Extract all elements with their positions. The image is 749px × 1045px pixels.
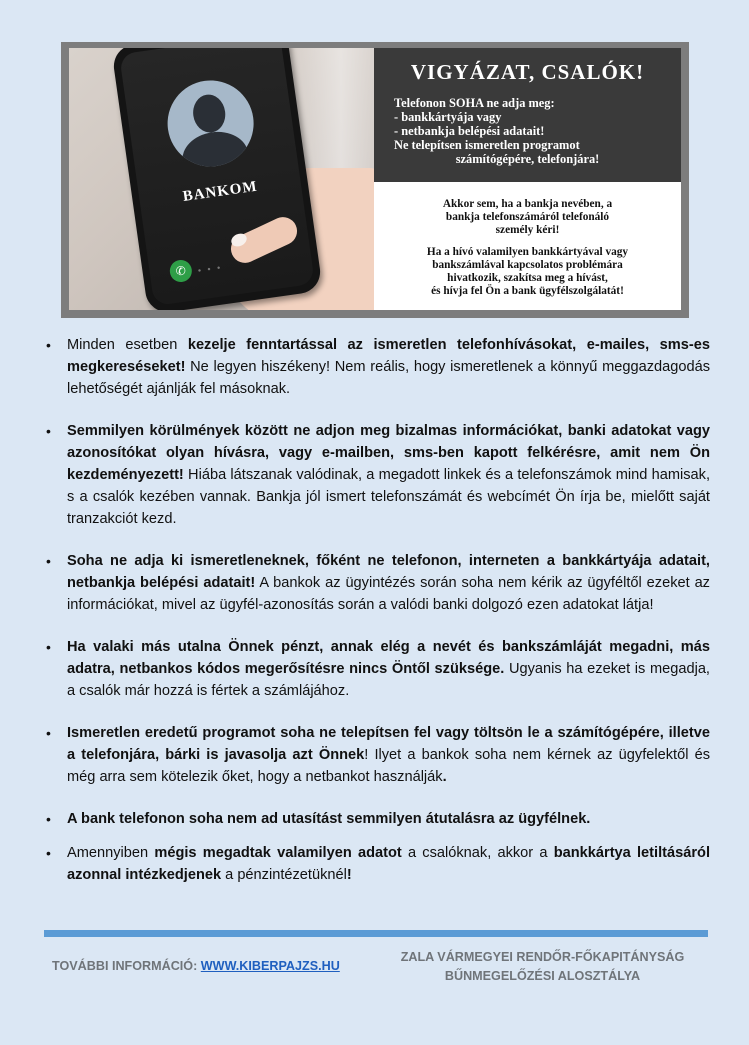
- caller-name: BANKOM: [181, 178, 259, 205]
- list-item: [46, 722, 710, 788]
- bold-run: bankkártya letiltásáról azonnal intézkedjenek: [67, 845, 711, 883]
- bold-run: Soha ne adja ki ismeretleneknek, főként ne telefonon, interneten a bankkártyája adatait, netbankja belépési adatait!: [67, 553, 710, 591]
- list-item: [46, 550, 710, 616]
- bullet-icon: •: [46, 811, 51, 827]
- bullet-icon: •: [46, 553, 51, 569]
- caller-avatar-icon: [162, 75, 259, 172]
- text-run: Minden esetben: [67, 337, 188, 353]
- text-run: a pénzintézetüknél: [221, 867, 347, 883]
- list-item: [46, 808, 710, 830]
- bold-run: Semmilyen körülmények között ne adjon meg bizalmas információkat, banki adatokat vagy azonosítókat olyan hívásra, vagy e-mailben, sms-ben kapott felkérésre, amit nem Ön kezdeményezett!: [67, 423, 710, 483]
- more-info-label: TOVÁBBI INFORMÁCIÓ:: [52, 959, 201, 973]
- warning-line: Ne telepítsen ismeretlen programot: [394, 138, 580, 152]
- dots-icon: • • •: [197, 262, 223, 276]
- footer-divider: [44, 930, 708, 937]
- advice-line: személy kéri!: [495, 224, 560, 236]
- bullet-icon: •: [46, 639, 51, 655]
- text-run: a csalóknak, akkor a: [401, 845, 554, 861]
- bullet-icon: •: [46, 725, 51, 741]
- phone-call-photo: [69, 48, 374, 310]
- bold-run: !: [346, 867, 352, 883]
- bold-run: Ismeretlen eredetű programot soha ne telepítsen fel vagy töltsön le a számítógépére, illetve a telefonjára, bárki is javasolja azt Önnek: [67, 725, 710, 763]
- warning-line: - bankkártyája vagy: [394, 110, 502, 124]
- issuer-line-1: ZALA VÁRMEGYEI RENDŐR-FŐKAPITÁNYSÁG: [400, 950, 685, 964]
- text-run: Hiába látszanak valódinak, a megadott linkek és a telefonszámok mind hamisak, s a csalók kezében vannak. Bankja jól ismert telefonszámát és webcímét Ön írja be, mielőtt saját tranzakciót kezd.: [67, 467, 710, 527]
- advice-line: és hívja fel Ön a bank ügyfélszolgálatát!: [431, 285, 624, 297]
- text-run: ! Ilyet a bankok soha nem kérnek az ügyfelektől és még arra sem kötelezik őket, hogy a netbankot használják: [67, 747, 710, 785]
- bold-run: mégis megadtak valamilyen adatot: [154, 845, 402, 861]
- advice-line: bankszámlával kapcsolatos problémára: [432, 259, 623, 271]
- text-run: A bankok az ügyintézés során soha nem kérik az ügyféltől ezeket az információkat, mivel az ügyfél-azonosítás során a valódi banki dolgozó ezen adatokat látja!: [67, 575, 710, 613]
- advice-panel: [374, 182, 681, 310]
- smartphone-image: [111, 48, 323, 310]
- list-item: [46, 636, 710, 702]
- list-item: [46, 842, 710, 886]
- bullet-icon: •: [46, 423, 51, 439]
- warning-banner: [61, 42, 689, 318]
- phone-icon: ✆: [168, 259, 193, 284]
- warning-text: [394, 96, 675, 166]
- warning-line: Telefonon SOHA ne adja meg:: [394, 96, 555, 110]
- more-info: [52, 959, 340, 973]
- advice-line: Ha a hívó valamilyen bankkártyával vagy: [426, 246, 629, 258]
- kiberpajzs-link[interactable]: WWW.KIBERPAJZS.HU: [200, 959, 340, 973]
- warning-title: VIGYÁZAT, CSALÓK!: [410, 60, 645, 84]
- text-run: Ugyanis ha ezeket is megadja, a csalók már hozzá is fértek a számlájához.: [67, 661, 710, 699]
- advice-note-1: [374, 198, 681, 237]
- bold-run: .: [442, 769, 447, 785]
- issuer-block: [395, 948, 690, 986]
- bold-run: Ha valaki más utalna Önnek pénzt, annak elég a nevét és bankszámláját megadni, más adatra, netbankos kódos megerősítésre nincs Öntől szüksége.: [67, 639, 710, 677]
- list-item: [46, 334, 710, 400]
- text-run: Amennyiben: [67, 845, 155, 861]
- text-run: Ne legyen hiszékeny! Nem reális, hogy ismeretlenek a könnyű meggazdagodás lehetőségét ajánlják fel másoknak.: [67, 359, 710, 397]
- bold-run: A bank telefonon soha nem ad utasítást semmilyen átutalásra az ügyfélnek.: [67, 811, 591, 827]
- advice-list: [46, 334, 710, 886]
- bullet-icon: •: [46, 337, 51, 353]
- advice-line: Akkor sem, ha a bankja nevében, a: [442, 198, 613, 210]
- warning-panel: [374, 48, 681, 182]
- advice-line: hivatkozik, szakítsa meg a hívást,: [447, 272, 608, 284]
- advice-note-2: [374, 246, 681, 298]
- issuer-line-2: BŰNMEGELŐZÉSI ALOSZTÁLYA: [444, 969, 641, 983]
- warning-line: számítógépére, telefonjára!: [455, 152, 600, 166]
- bold-run: kezelje fenntartással az ismeretlen telefonhívásokat, e-mailes, sms-es megkereséseket!: [67, 337, 710, 375]
- warning-line: - netbankja belépési adatait!: [394, 124, 545, 138]
- advice-line: bankja telefonszámáról telefonáló: [445, 211, 610, 223]
- bullet-icon: •: [46, 845, 51, 861]
- list-item: [46, 420, 710, 530]
